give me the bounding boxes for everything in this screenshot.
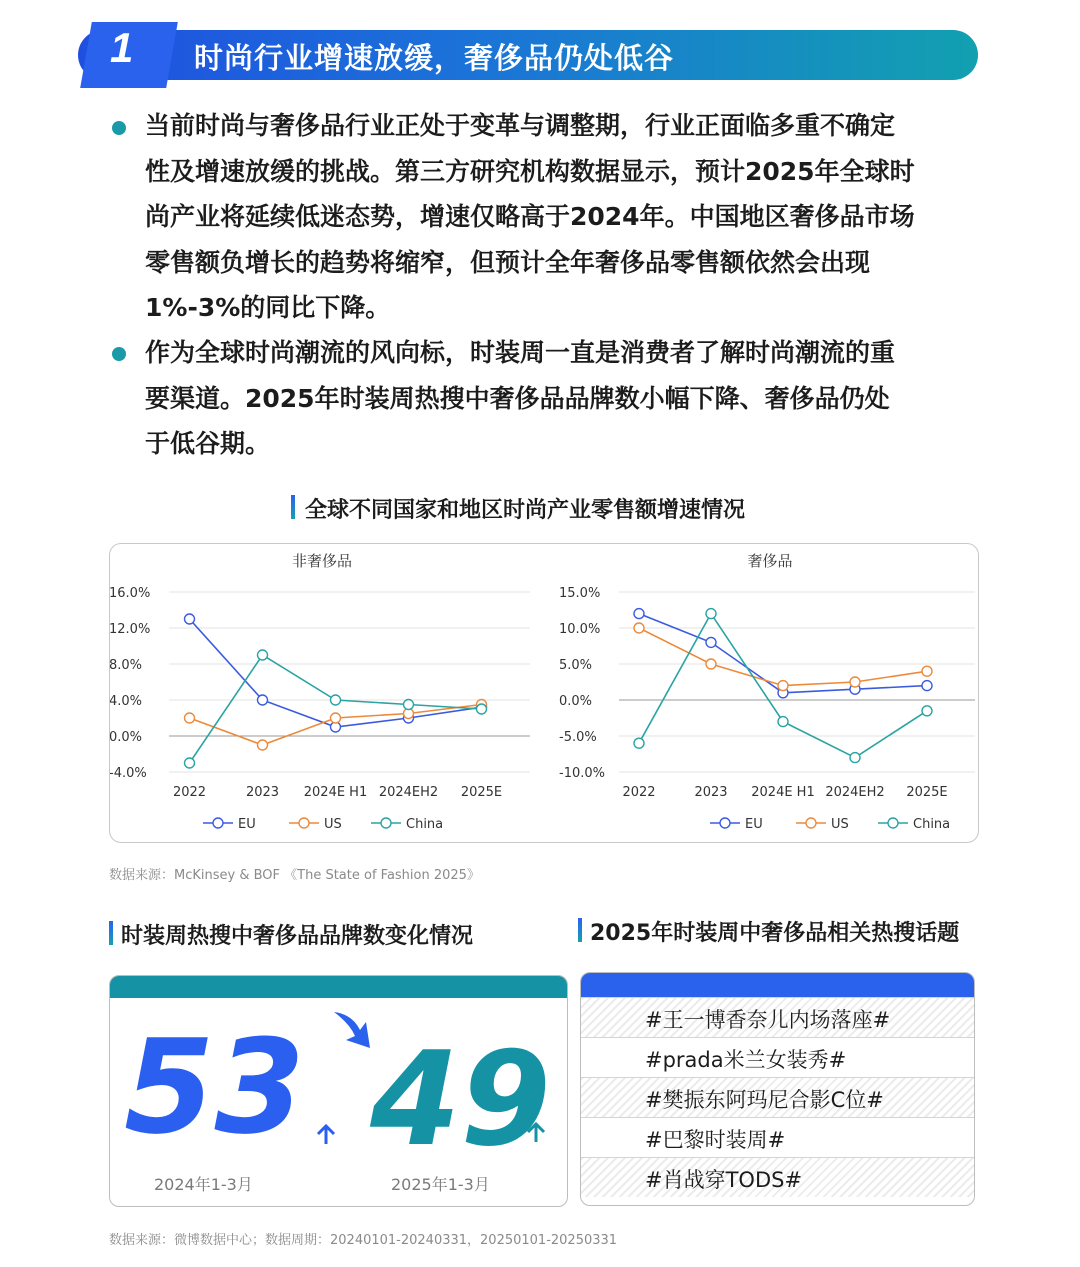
legend-label: China	[913, 817, 951, 832]
section-marker	[578, 918, 582, 942]
data-point-china	[331, 695, 341, 705]
paragraph-line: 作为全球时尚潮流的风向标，时装周一直是消费者了解时尚潮流的重	[145, 338, 896, 367]
data-point-china	[850, 753, 860, 763]
topic-text: #巴黎时装周#	[645, 1128, 786, 1152]
caret-up-icon	[314, 1122, 338, 1146]
chart-source: 数据来源：McKinsey & BOF 《The State of Fashion 2025》	[109, 868, 480, 883]
legend-label: EU	[238, 817, 256, 832]
y-tick-label: 5.0%	[559, 658, 593, 673]
x-tick-label: 2023	[694, 785, 728, 800]
brand-count-2025: 49	[370, 1023, 551, 1175]
data-point-china	[404, 700, 414, 710]
legend-label: EU	[745, 817, 763, 832]
y-tick-label: -4.0%	[110, 766, 147, 781]
series-line-eu	[190, 619, 482, 727]
hot-topics-card	[580, 972, 975, 1206]
chart-title: 奢侈品	[747, 552, 793, 570]
brand-count-card	[109, 975, 568, 1207]
paragraph-line: 零售额负增长的趋势将缩窄，但预计全年奢侈品零售额依然会出现	[145, 247, 871, 277]
topic-text: #樊振东阿玛尼合影C位#	[645, 1088, 884, 1112]
data-point-us	[706, 659, 716, 669]
x-tick-label: 2022	[622, 785, 656, 800]
legend-marker	[213, 818, 223, 828]
section-number: 1	[110, 24, 134, 71]
period-2025: 2025年1-3月	[391, 1175, 490, 1194]
data-point-us	[258, 740, 268, 750]
card-header-strip	[581, 973, 974, 997]
topic-text: #肖战穿TODS#	[645, 1168, 803, 1192]
bottom-source: 数据来源：微博数据中心；数据周期：20240101-20240331，20250101-20250331	[109, 1233, 618, 1248]
topic-text: #王一博香奈儿内场落座#	[645, 1008, 891, 1032]
x-tick-label: 2024EH2	[378, 785, 439, 800]
y-tick-label: -10.0%	[559, 766, 605, 781]
legend-marker	[720, 818, 730, 828]
series-line-us	[639, 628, 927, 686]
y-tick-label: 16.0%	[110, 586, 151, 601]
brand-count-2024: 53	[124, 1011, 305, 1163]
period-2024: 2024年1-3月	[154, 1175, 253, 1194]
data-point-eu	[185, 614, 195, 624]
data-point-us	[634, 623, 644, 633]
data-point-china	[634, 738, 644, 748]
x-tick-label: 2024EH2	[825, 785, 885, 800]
section-marker	[109, 921, 113, 945]
topic-row	[581, 1157, 974, 1197]
legend-marker	[299, 818, 309, 828]
legend-label: US	[831, 817, 849, 832]
data-point-china	[706, 609, 716, 619]
paragraph-line: 1%-3%的同比下降。	[145, 293, 391, 322]
topic-row	[581, 997, 974, 1037]
legend-marker	[381, 818, 391, 828]
data-point-china	[258, 650, 268, 660]
topic-row	[581, 1117, 974, 1157]
topics-section-title: 2025年时装周中奢侈品相关热搜话题	[590, 921, 960, 946]
data-point-china	[185, 758, 195, 768]
x-tick-label: 2023	[245, 785, 280, 800]
card-header-strip	[110, 976, 567, 998]
data-point-china	[922, 706, 932, 716]
bullet-icon	[112, 347, 126, 361]
data-point-us	[778, 681, 788, 691]
line-charts	[110, 544, 978, 842]
x-tick-label: 2025E	[460, 785, 503, 800]
paragraph-line: 当前时尚与奢侈品行业正处于变革与调整期，行业正面临多重不确定	[145, 111, 896, 140]
topic-text: #prada米兰女装秀#	[645, 1048, 847, 1072]
y-tick-label: 0.0%	[110, 730, 143, 745]
paragraph-line: 于低谷期。	[145, 429, 271, 458]
paragraph-1	[145, 103, 985, 331]
y-tick-label: 12.0%	[110, 622, 151, 637]
legend-label: China	[406, 817, 444, 832]
decrease-arrow-icon	[330, 1006, 380, 1052]
chart-container	[109, 543, 979, 843]
data-point-eu	[922, 681, 932, 691]
legend-marker	[888, 818, 898, 828]
y-tick-label: 15.0%	[559, 586, 601, 601]
y-tick-label: 8.0%	[110, 658, 143, 673]
series-line-china	[190, 655, 482, 763]
data-point-china	[778, 717, 788, 727]
bullet-icon	[112, 121, 126, 135]
chart-title: 非奢侈品	[291, 552, 353, 570]
data-point-us	[185, 713, 195, 723]
x-tick-label: 2025E	[906, 785, 948, 800]
legend-marker	[806, 818, 816, 828]
y-tick-label: 0.0%	[559, 694, 593, 709]
x-tick-label: 2022	[172, 785, 207, 800]
section-title: 时尚行业增速放缓，奢侈品仍处低谷	[194, 41, 675, 75]
data-point-eu	[706, 637, 716, 647]
topic-row	[581, 1077, 974, 1117]
x-tick-label: 2024E H1	[751, 785, 815, 800]
x-tick-label: 2024E H1	[303, 785, 368, 800]
brands-section-title: 时装周热搜中奢侈品品牌数变化情况	[121, 924, 474, 949]
data-point-eu	[258, 695, 268, 705]
y-tick-label: 4.0%	[110, 694, 143, 709]
data-point-us	[922, 666, 932, 676]
paragraph-line: 性及增速放缓的挑战。第三方研究机构数据显示，预计2025年全球时	[145, 156, 915, 186]
data-point-china	[477, 704, 487, 714]
paragraph-line: 要渠道。2025年时装周热搜中奢侈品品牌数小幅下降、奢侈品仍处	[145, 383, 890, 413]
topic-row	[581, 1037, 974, 1077]
section-marker	[291, 495, 295, 519]
data-point-us	[850, 677, 860, 687]
paragraph-line: 尚产业将延续低迷态势，增速仅略高于2024年。中国地区奢侈品市场	[145, 202, 915, 231]
y-tick-label: 10.0%	[559, 622, 601, 637]
data-point-eu	[634, 609, 644, 619]
legend-label: US	[324, 817, 342, 832]
paragraph-2	[145, 330, 985, 467]
y-tick-label: -5.0%	[559, 730, 597, 745]
caret-up-icon	[524, 1120, 548, 1144]
chart-section-title: 全球不同国家和地区时尚产业零售额增速情况	[305, 498, 746, 523]
data-point-us	[331, 713, 341, 723]
